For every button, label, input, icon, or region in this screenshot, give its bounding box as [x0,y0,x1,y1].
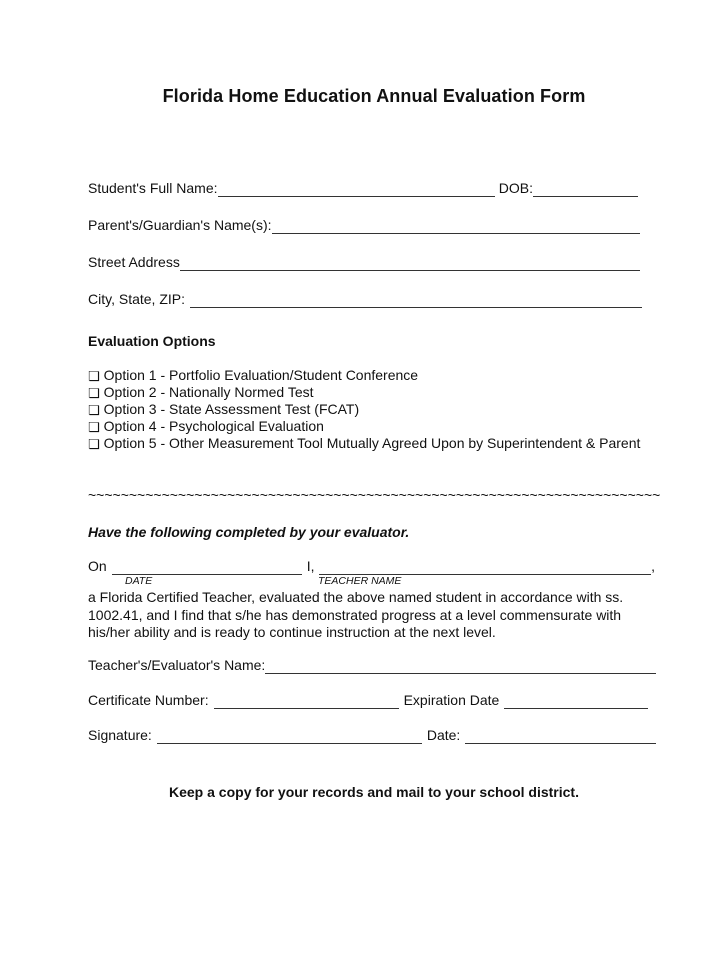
blank-captions-row [88,575,660,587]
parent-name-row [88,216,660,234]
option-4-row [88,418,660,435]
option-3-row [88,401,660,418]
teacher-name-caption: TEACHER NAME [318,575,402,587]
evaluation-options-list [88,367,660,452]
certification-paragraph [88,589,660,642]
signature-label: Signature: [88,726,152,743]
city-state-zip-blank[interactable] [190,291,642,308]
document-content [88,0,660,801]
student-name-blank[interactable] [218,180,495,197]
street-address-blank[interactable] [180,254,640,271]
checkbox-icon[interactable]: ❏ [88,402,100,418]
option-1-label: Option 1 - Portfolio Evaluation/Student Conference [103,367,419,383]
teacher-name-inline-blank[interactable] [319,558,651,575]
option-3-label: Option 3 - State Assessment Test (FCAT) [103,401,360,417]
option-5-label: Option 5 - Other Measurement Tool Mutually Agreed Upon by Superintendent & Parent [103,435,641,451]
signature-date-label: Date: [426,726,461,743]
teacher-evaluator-name-blank[interactable] [265,657,656,674]
city-state-zip-row [88,290,660,308]
certificate-row [88,691,660,709]
evaluator-instructions: Have the following completed by your evaluator. [88,524,410,540]
date-caption: DATE [125,575,153,587]
on-label: On [88,558,107,574]
student-name-row [88,179,660,197]
expiration-date-blank[interactable] [504,692,648,709]
option-2-row [88,384,660,401]
option-5-row [88,435,660,452]
certification-line-2: 1002.41, and I find that s/he has demonstrated progress at a level commensurate with [88,606,622,623]
option-2-label: Option 2 - Nationally Normed Test [103,384,314,400]
signature-date-blank[interactable] [465,727,656,744]
parent-name-label: Parent's/Guardian's Name(s): [88,217,272,233]
certification-line-1: a Florida Certified Teacher, evaluated the above named student in accordance with ss. [88,589,624,605]
teacher-evaluator-name-row [88,656,660,674]
option-1-row [88,367,660,384]
expiration-date-label: Expiration Date [403,691,500,708]
evaluation-date-blank[interactable] [112,558,302,575]
checkbox-icon[interactable]: ❏ [88,368,100,384]
i-label: I, [306,558,315,574]
checkbox-icon[interactable]: ❏ [88,419,100,435]
street-address-row [88,253,660,271]
city-state-zip-label: City, State, ZIP: [88,291,185,307]
signature-row [88,726,660,744]
option-4-label: Option 4 - Psychological Evaluation [103,418,324,434]
date-teacher-row [88,557,660,575]
checkbox-icon[interactable]: ❏ [88,436,100,452]
footer-instruction: Keep a copy for your records and mail to your school district. [169,783,579,800]
tilde-divider: ~~~~~~~~~~~~~~~~~~~~~~~~~~~~~~~~~~~~~~~~~~~~~~~~~~~~~~~~~~~~~~~~~~~~~~ [88,487,660,503]
certification-line-3: his/her ability and is ready to continue instruction at the next level. [88,624,496,640]
teacher-evaluator-name-label: Teacher's/Evaluator's Name: [88,656,266,673]
street-address-label: Street Address [88,254,180,270]
signature-blank[interactable] [157,727,422,744]
trailing-comma: , [651,558,655,574]
certificate-number-label: Certificate Number: [88,691,209,708]
parent-name-blank[interactable] [272,217,640,234]
student-name-label: Student's Full Name: [88,180,218,196]
page-title: Florida Home Education Annual Evaluation Form [162,86,586,106]
checkbox-icon[interactable]: ❏ [88,385,100,401]
dob-label: DOB: [498,180,533,196]
dob-blank[interactable] [533,180,638,197]
evaluation-options-heading: Evaluation Options [88,333,216,349]
certificate-number-blank[interactable] [214,692,399,709]
